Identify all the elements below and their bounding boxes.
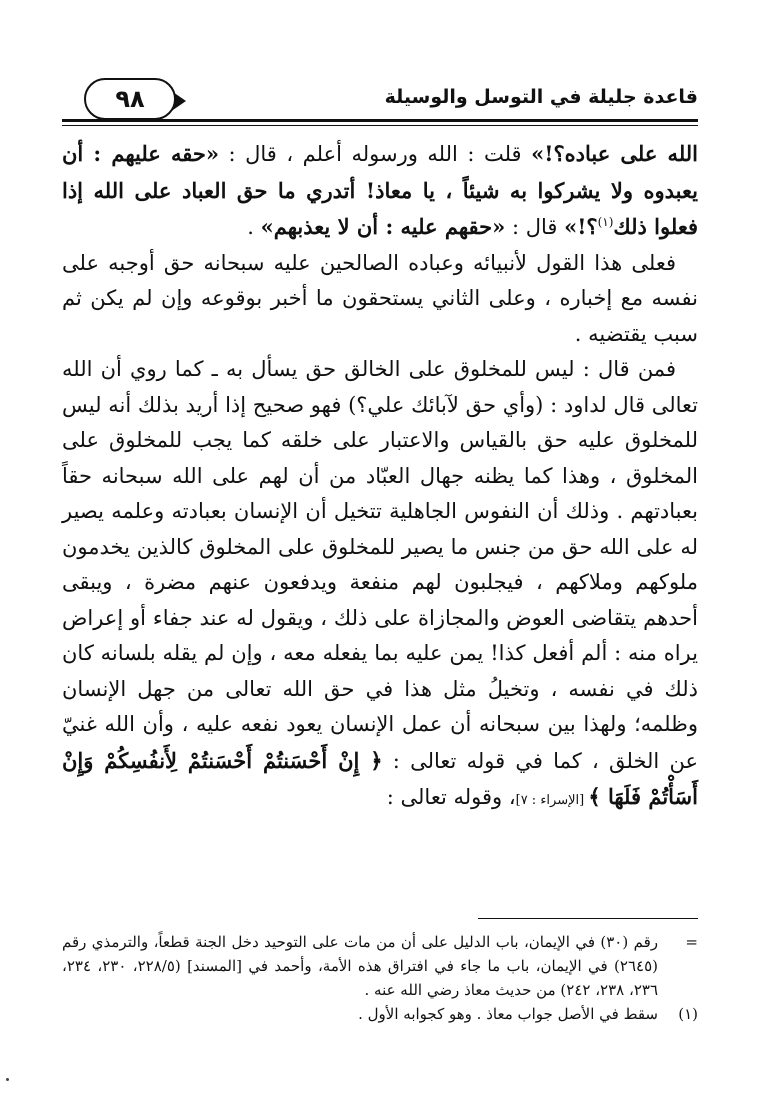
running-title: قاعدة جليلة في التوسل والوسيلة — [384, 86, 698, 108]
hadith-quote-c: ؟!» — [564, 214, 598, 239]
footnote-ref-1[interactable]: (١) — [597, 215, 614, 229]
page-number: ٩٨ — [115, 85, 145, 113]
narration-a: قلت : الله ورسوله أعلم ، قال : — [218, 142, 532, 166]
paragraph-3-tail: ، وقوله تعالى : — [386, 785, 516, 809]
hadith-quote-b: «حقه عليهم : أن يعبدوه ولا يشركوا به شيئاً ، يا معاذ! أتدري ما حق العباد على الله إذا فعلوا ذلك — [62, 141, 698, 239]
paragraph-3-text: فمن قال : ليس للمخلوق على الخالق حق يسأل به ـ كما روي أن الله تعالى قال لداود : (وأي حق لآبائك علي؟) فهو صحيح إذا أريد بذلك أنه ليس للمخلوق عليه حق بالقياس والاعتبار على خلقه كما يجب للمخلوق على المخلوق ، وهذا كما يظنه جهال العبّاد من أن لهم على الله سبحانه حقاً بعبادتهم . وذلك أن النفوس الجاهلية تتخيل أن الإنسان بعبادته وعلمه يصير له على الله حق من جنس ما يصير للمخلوق على المخلوق كالذين يخدمون ملوكهم وملاكهم ، فيجلبون لهم منفعة ويدفعون عنهم مضرة ، ويبقى أحدهم يتقاضى العوض والمجازاة على ذلك ، ويقول له عند جفاء أو إعراض يراه منه : ألم أفعل كذا! يمن عليه بما يفعله معه ، وإن لم يقله بلسانه كان ذلك في نفسه ، وتخيلُ مثل هذا في حق الله تعالى من جهل الإنسان وظلمه؛ ولهذا بين سبحانه أن عمل الإنسان يعود نفعه عليه ، وأن الله غنيّ عن الخلق ، كما في قوله تعالى : — [62, 357, 698, 773]
header-rule-thin — [62, 125, 698, 126]
footnote-continuation-text: رقم (٣٠) في الإيمان، باب الدليل على أن من مات على التوحيد دخل الجنة قطعاً، والترمذي رقم (٢٦٤٥) في الإيمان، باب ما جاء في افتراق هذه الأمة، وأحمد في [المسند] (٢٢٨/٥، ٢٣٠، ٢٣٤، ٢٣٦، ٢٣٨، ٢٤٢) من حديث معاذ رضي الله عنه . — [62, 933, 659, 999]
hadith-quote-a: الله على عباده؟!» — [531, 141, 698, 166]
footnote-1-text: سقط في الأصل جواب معاذ . وهو كجوابه الأول . — [358, 1005, 658, 1023]
footnote-continuation — [62, 930, 698, 1002]
page-header — [62, 78, 698, 122]
footnote-1 — [62, 1002, 698, 1026]
main-text — [62, 136, 698, 819]
footnote-separator — [478, 918, 698, 919]
page-number-badge — [84, 78, 176, 120]
scan-speck — [6, 1078, 9, 1081]
footnotes — [62, 930, 698, 1026]
narration-b: قال : — [505, 215, 565, 239]
footnote-continuation-marker: = — [685, 933, 698, 951]
footnote-1-marker: (١) — [678, 1005, 698, 1023]
paragraph-2: فعلى هذا القول لأنبيائه وعباده الصالحين عليه سبحانه حق أوجبه على نفسه مع إخباره ، وعلى الثاني يستحقون ما أخبر بوقوعه وإن لم يكن ثم سبب يقتضيه . — [62, 250, 698, 346]
hadith-quote-d: «حقهم عليه : أن لا يعذبهم» — [260, 214, 506, 239]
quran-verse: ﴿ إِنْ أَحْسَنتُمْ أَحْسَنتُمْ لِأَنفُسِكُمْ وَإِنْ أَسَأْتُمْ فَلَهَا ﴾ — [62, 747, 698, 809]
quran-reference: [الإسراء : ٧] — [515, 793, 589, 808]
paragraph-1-end: . — [247, 215, 261, 239]
paragraph-1 — [62, 136, 698, 246]
paragraph-3 — [62, 352, 698, 819]
